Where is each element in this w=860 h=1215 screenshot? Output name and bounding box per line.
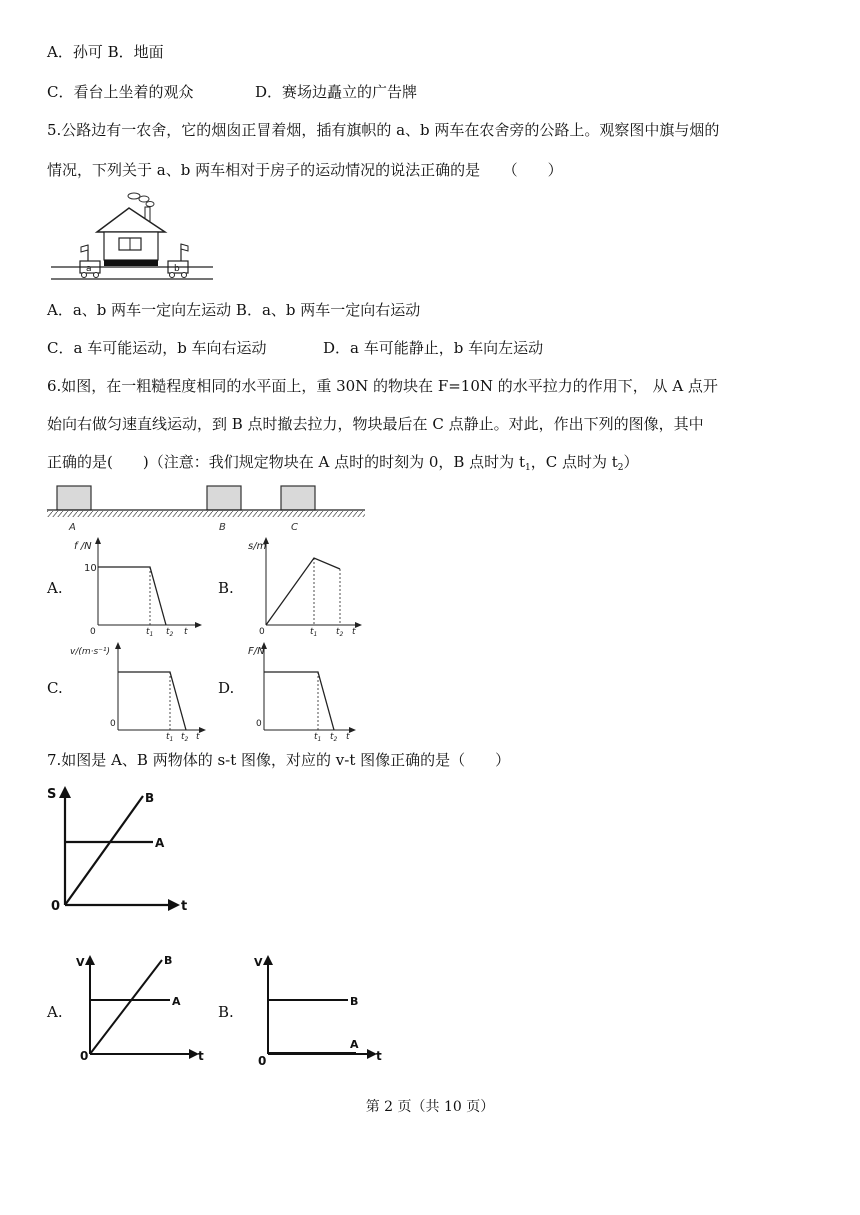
q6-block-a <box>57 486 91 510</box>
q6-graph-a-t1: $t_1$ <box>146 627 154 638</box>
page-footer: 第 2 页（共 10 页） <box>365 1099 495 1115</box>
q7-b-ylabel: V <box>254 956 263 969</box>
q6-graph-a-taxis: t <box>184 627 188 637</box>
q7-st-graph <box>45 782 205 917</box>
q6-graph-a-tick-10: 10 <box>84 563 97 574</box>
q4-option-d: D．赛场边矗立的广告牌 <box>255 83 418 101</box>
q6-graph-b-t2: $t_2$ <box>336 627 344 638</box>
q5-farmhouse-figure <box>47 190 217 280</box>
q6-option-d-label: D. <box>218 679 235 697</box>
q6-graph-c <box>68 640 208 743</box>
q7-graph-a <box>72 950 212 1065</box>
q6-option-c-label: C. <box>47 679 63 697</box>
q5-option-c: C．a 车可能运动，b 车向右运动 <box>47 339 267 357</box>
q7-graph-b <box>250 950 390 1068</box>
q6-graph-d <box>240 640 380 743</box>
q4-option-c: C．看台上坐着的观众 <box>47 83 194 101</box>
q6-graph-a <box>68 535 208 638</box>
q7-b-origin: 0 <box>258 1054 267 1068</box>
q7-b-xlabel: t <box>376 1049 382 1063</box>
q6-graph-d-taxis: t <box>346 732 350 742</box>
q6-stem-3-sub-2: 2 <box>617 463 624 473</box>
q7-st-xlabel: t <box>181 899 188 914</box>
q7-st-label-a: A <box>155 836 165 850</box>
q6-graph-a-t2: $t_2$ <box>166 627 174 638</box>
q6-graph-c-t1: $t_1$ <box>166 732 174 743</box>
q7-b-label-b: B <box>350 995 359 1008</box>
q5-stem-line-2: 情况，下列关于 a、b 两车相对于房子的运动情况的说法正确的是 （ ） <box>47 161 563 179</box>
q7-a-ylabel: V <box>76 956 85 969</box>
q7-option-a-label: A. <box>47 1003 63 1021</box>
q6-graph-d-t2: $t_2$ <box>330 732 338 743</box>
q6-option-a-label: A. <box>47 579 63 597</box>
q5-option-d: D．a 车可能静止，b 车向左运动 <box>323 339 544 357</box>
q6-stem-line-2: 始向右做匀速直线运动，到 B 点时撤去拉力，物块最后在 C 点静止。对此，作出下列的图像，其中 <box>47 415 704 433</box>
q6-stem-3-part-c: ） <box>623 453 639 471</box>
q7-a-label-a: A <box>172 995 181 1008</box>
q4-option-ab: A．孙可 B．地面 <box>47 43 164 61</box>
q6-stem-3-part-b: ，C 点时为 t <box>530 453 618 471</box>
q7-st-label-b: B <box>145 791 155 805</box>
q7-a-line-b <box>90 960 162 1054</box>
q6-option-b-label: B. <box>218 579 234 597</box>
q7-st-ylabel: S <box>47 787 57 802</box>
q6-graph-b <box>240 535 380 638</box>
q6-graph-c-t2: $t_2$ <box>181 732 189 743</box>
q6-point-a: A <box>69 522 76 533</box>
q6-graph-d-origin: 0 <box>256 719 262 729</box>
q6-stem-line-1: 6.如图，在一粗糙程度相同的水平面上，重 30N 的物块在 F=10N 的水平拉力的作用下， 从 A 点开 <box>47 377 718 395</box>
q5-stem-line-1: 5.公路边有一农舍，它的烟囱正冒着烟，插有旗帜的 a、b 两车在农舍旁的公路上。观察图中旗与烟的 <box>47 121 720 139</box>
q6-stem-3-part-a: 正确的是( )（注意：我们规定物块在 A 点时的时刻为 0，B 点时为 t <box>47 453 525 471</box>
q7-st-origin: 0 <box>51 899 61 914</box>
q7-a-xlabel: t <box>198 1049 204 1063</box>
q7-a-label-b: B <box>164 954 173 967</box>
q6-graph-b-taxis: t <box>352 627 356 637</box>
q7-b-label-a: A <box>350 1038 359 1051</box>
q6-block-b <box>207 486 241 510</box>
q5-option-ab: A．a、b 两车一定向左运动 B．a、b 两车一定向右运动 <box>47 301 421 319</box>
q6-block-c <box>281 486 315 510</box>
q7-stem: 7.如图是 A、B 两物体的 s-t 图像，对应的 v-t 图像正确的是（ ） <box>47 751 511 769</box>
q6-graph-b-ylabel: s/m <box>248 541 267 552</box>
q6-stem-3-sub-1: 1 <box>524 463 531 473</box>
q6-graph-c-taxis: t <box>196 732 200 742</box>
q6-point-c: C <box>291 522 298 533</box>
q7-option-b-label: B. <box>218 1003 234 1021</box>
q6-surface-figure <box>47 482 367 534</box>
q5-car-b-label: b <box>174 264 180 274</box>
q6-graph-d-t1: $t_1$ <box>314 732 322 743</box>
q6-graph-b-t1: $t_1$ <box>310 627 318 638</box>
q6-graph-c-ylabel: v/(m·s⁻¹) <box>70 647 111 657</box>
q6-graph-a-origin: 0 <box>90 627 96 637</box>
q7-a-origin: 0 <box>80 1049 89 1063</box>
q6-stem-line-3 <box>47 452 639 478</box>
q6-graph-d-ylabel: F/N <box>248 646 265 657</box>
q5-car-a-label: a <box>86 264 92 274</box>
q7-st-line-b <box>65 796 143 905</box>
q6-graph-b-origin: 0 <box>259 627 265 637</box>
q6-graph-a-ylabel: f /N <box>74 541 92 552</box>
q6-graph-c-origin: 0 <box>110 719 116 729</box>
q6-point-b: B <box>219 522 226 533</box>
